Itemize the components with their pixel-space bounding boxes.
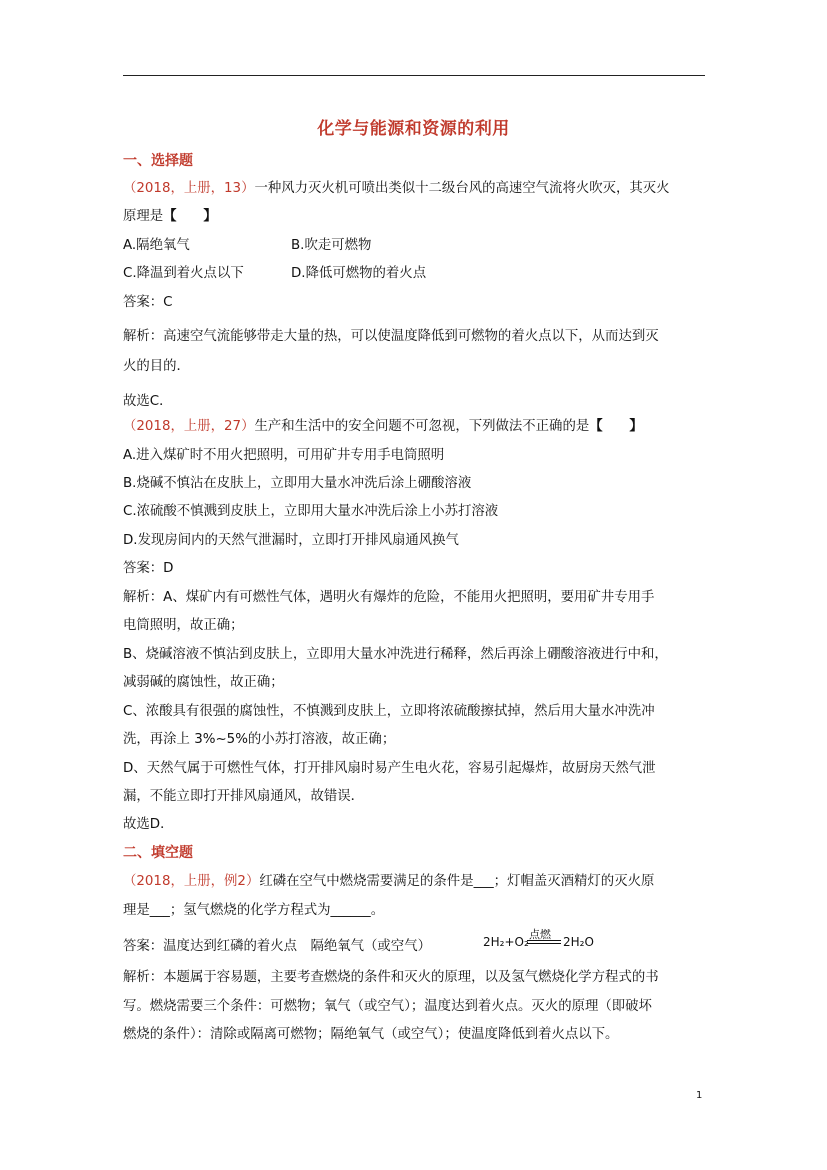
q3-analysis-3: 燃烧的条件）：清除或隔离可燃物；隔绝氧气（或空气）；使温度降低到着火点以下。 xyxy=(123,1027,619,1042)
q1-stem-line-2 xyxy=(123,205,217,224)
q2-analysis-8: 漏，不能立即打开排风扇通风，故错误． xyxy=(123,789,365,804)
q2-conclusion: 故选D． xyxy=(123,817,174,832)
q3-analysis-1: 解析：本题属于容易题，主要考查燃烧的条件和灭火的原理，以及氢气燃烧化学方程式的书 xyxy=(123,970,659,985)
q2-answer-bracket: 【 】 xyxy=(589,419,643,434)
q1-analysis-1: 解析：高速空气流能够带走大量的热，可以使温度降低到可燃物的着火点以下，从而达到灭 xyxy=(123,329,659,344)
q2-analysis-6: 洗，再涂上 3%~5%的小苏打溶液，故正确； xyxy=(123,732,396,747)
q1-stem-line xyxy=(123,177,670,196)
q1-stem-text: 一种风力灭火机可喷出类似十二级台风的高速空气流将火吹灭，其灭火 xyxy=(254,181,670,196)
q2-analysis-7: D、天然气属于可燃性气体，打开排风扇时易产生电火花，容易引起爆炸，故厨房天然气泄 xyxy=(123,761,656,776)
q3-answer: 答案：温度达到红磷的着火点 隔绝氧气（或空气） xyxy=(123,939,431,954)
section-heading-fill-blank: 二、填空题 xyxy=(123,845,193,861)
q2-option-d: D.发现房间内的天然气泄漏时，立即打开排风扇通风换气 xyxy=(123,533,459,548)
document-title: 化学与能源和资源的利用 xyxy=(317,119,510,139)
q1-analysis-2: 火的目的． xyxy=(123,359,190,374)
q2-stem-line xyxy=(123,415,643,434)
section-heading-choice: 一、选择题 xyxy=(123,153,193,169)
q1-option-b: B.吹走可燃物 xyxy=(291,238,372,253)
q2-analysis-1: 解析：A、煤矿内有可燃性气体，遇明火有爆炸的危险，不能用火把照明，要用矿井专用手 xyxy=(123,590,655,605)
q3-source: （2018，上册，例2） xyxy=(123,874,260,889)
equation-equals-bar-bottom xyxy=(527,943,561,944)
q3-stem-text: 红磷在空气中燃烧需要满足的条件是___；灯帽盖灭酒精灯的灭火原 xyxy=(259,874,655,889)
q2-analysis-2: 电筒照明，故正确； xyxy=(123,618,244,633)
q2-option-a: A.进入煤矿时不用火把照明，可用矿井专用手电筒照明 xyxy=(123,448,445,463)
equation-rhs: 2H₂O xyxy=(563,935,594,949)
q3-stem-line-2: 理是___；氢气燃烧的化学方程式为______。 xyxy=(123,903,385,918)
q2-source: （2018，上册，27） xyxy=(123,419,255,434)
q1-stem-text-2: 原理是 xyxy=(123,209,164,224)
chemical-equation xyxy=(483,928,594,949)
q1-option-a: A.隔绝氧气 xyxy=(123,238,190,253)
q2-option-b: B.烧碱不慎沾在皮肤上，立即用大量水冲洗后涂上硼酸溶液 xyxy=(123,476,472,491)
equation-equals-bar-top xyxy=(527,940,561,941)
header-rule xyxy=(123,75,705,76)
q2-analysis-5: C、浓酸具有很强的腐蚀性，不慎溅到皮肤上，立即将浓硫酸擦拭掉，然后用大量水冲洗冲 xyxy=(123,704,655,719)
q1-source: （2018，上册，13） xyxy=(123,181,255,196)
q1-conclusion: 故选C． xyxy=(123,394,173,409)
q1-option-d: D.降低可燃物的着火点 xyxy=(291,266,427,281)
q2-stem-text: 生产和生活中的安全问题不可忽视，下列做法不正确的是 xyxy=(254,419,590,434)
q2-option-c: C.浓硫酸不慎溅到皮肤上，立即用大量水冲洗后涂上小苏打溶液 xyxy=(123,504,499,519)
q1-options-row-2 xyxy=(123,262,523,281)
q2-analysis-3: B、烧碱溶液不慎沾到皮肤上，立即用大量水冲洗进行稀释，然后再涂上硼酸溶液进行中和， xyxy=(123,647,668,662)
page-number: 1 xyxy=(696,1090,703,1101)
q1-options-row-1 xyxy=(123,234,523,253)
q2-answer: 答案：D xyxy=(123,561,174,576)
q3-analysis-2: 写。燃烧需要三个条件：可燃物；氧气（或空气）；温度达到着火点。灭火的原理（即破坏 xyxy=(123,999,652,1014)
q1-answer-bracket: 【 】 xyxy=(163,209,217,224)
q3-stem-line xyxy=(123,870,654,889)
equation-condition: 点燃 xyxy=(529,928,551,941)
equation-lhs: 2H₂+O₂ xyxy=(483,935,529,949)
q2-analysis-4: 减弱碱的腐蚀性，故正确； xyxy=(123,675,284,690)
q1-answer: 答案：C xyxy=(123,295,173,310)
q1-option-c: C.降温到着火点以下 xyxy=(123,266,244,281)
